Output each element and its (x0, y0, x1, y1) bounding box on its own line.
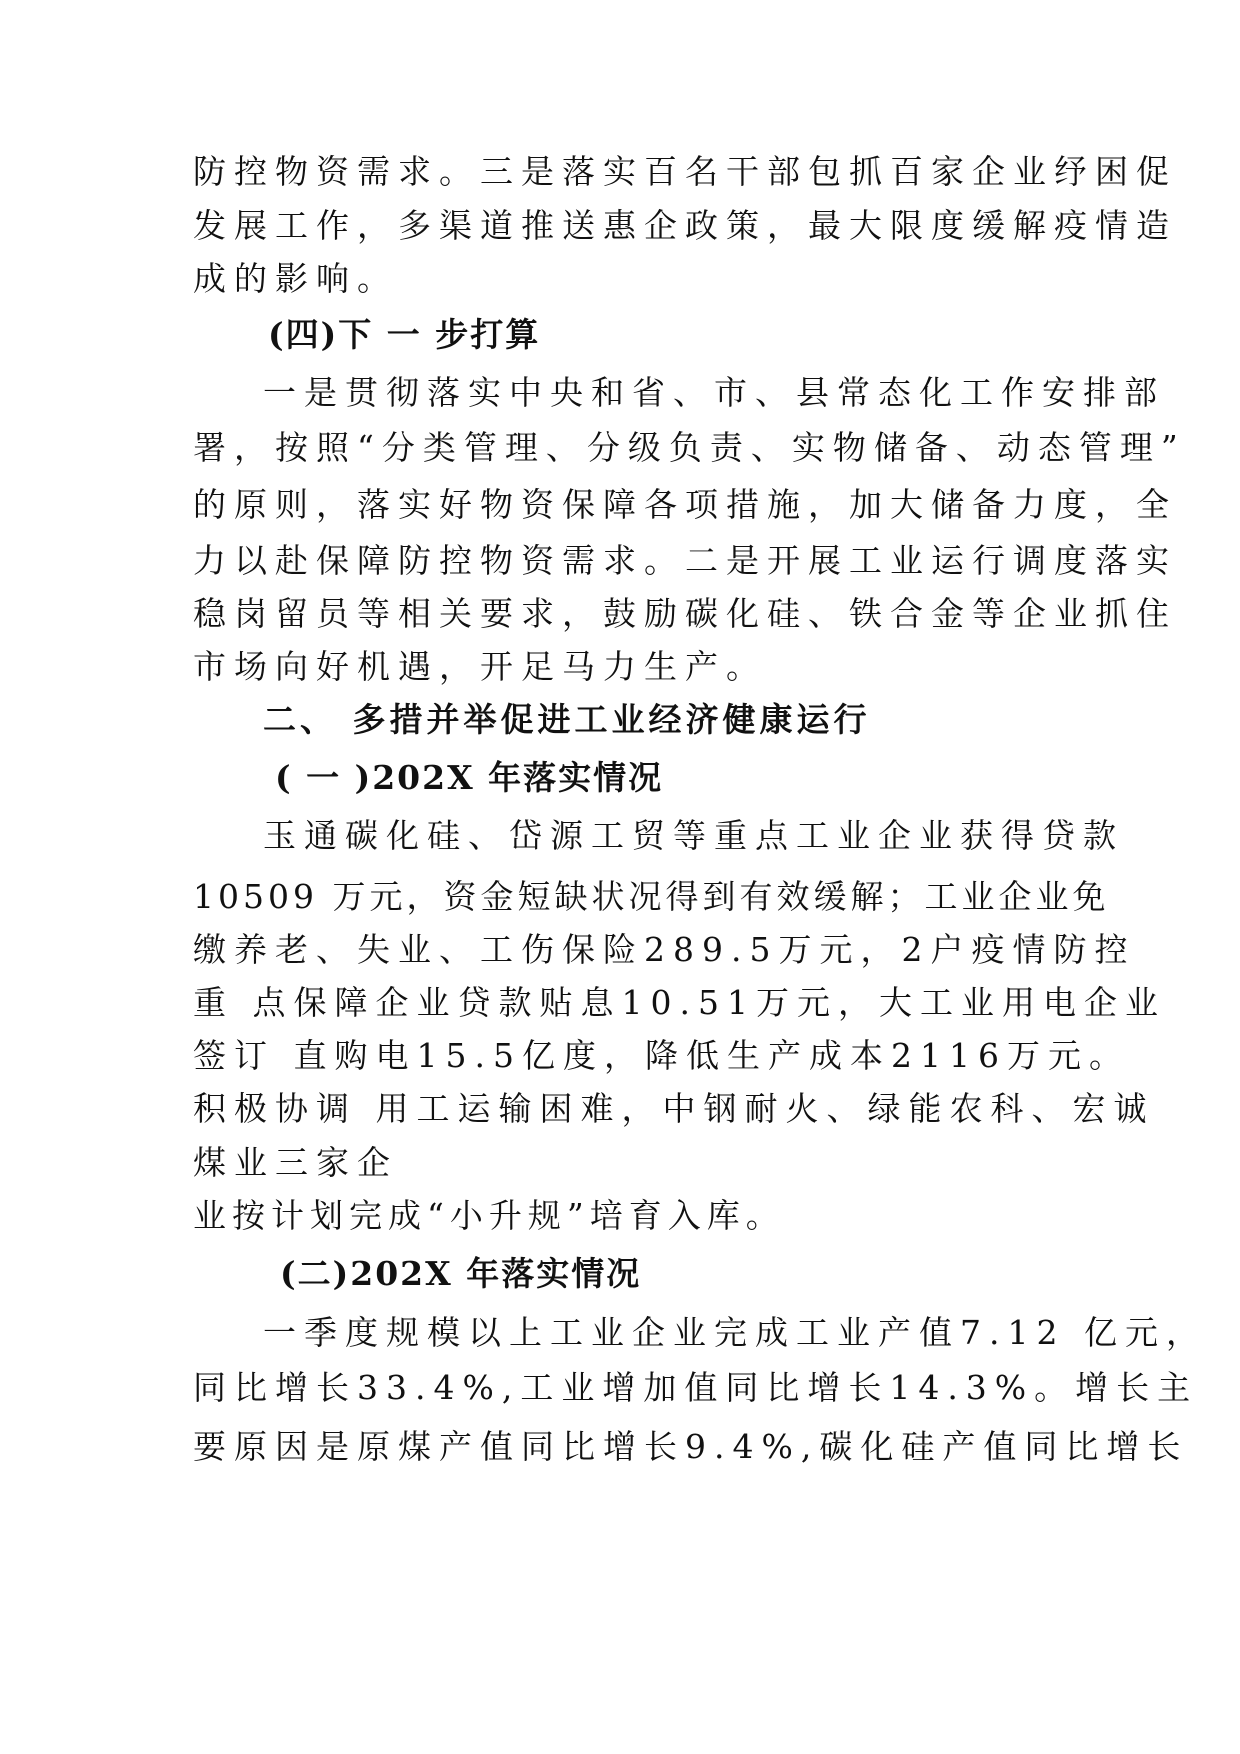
section-heading: (二)202X 年落实情况 (280, 1254, 642, 1293)
paragraph-line: 缴养老、失业、工伤保险289.5万元，2户疫情防控 (193, 930, 1136, 969)
paragraph-line: 重 点保障企业贷款贴息10.51万元，大工业用电企业 (193, 983, 1166, 1022)
paragraph-line: 玉通碳化硅、岱源工贸等重点工业企业获得贷款 (263, 816, 1124, 855)
paragraph-line: 成的影响。 (193, 259, 398, 298)
section-heading: ( 一 )202X 年落实情况 (275, 758, 664, 797)
paragraph-line: 一季度规模以上工业企业完成工业产值7.12 亿元， (263, 1313, 1207, 1352)
paragraph-line: 业按计划完成“小升规”培育入库。 (193, 1196, 785, 1235)
chapter-heading: 二、 多措并举促进工业经济健康运行 (263, 700, 871, 739)
section-heading: (四)下 一 步打算 (268, 315, 541, 354)
paragraph-line: 要原因是原煤产值同比增长9.4%,碳化硅产值同比增长 (193, 1427, 1189, 1466)
paragraph-line: 一是贯彻落实中央和省、市、县常态化工作安排部 (263, 373, 1165, 412)
paragraph-line: 同比增长33.4%,工业增加值同比增长14.3%。增长主 (193, 1368, 1199, 1407)
paragraph-line: 防控物资需求。三是落实百名干部包抓百家企业纾困促 (193, 152, 1177, 191)
paragraph-line: 市场向好机遇，开足马力生产。 (193, 647, 767, 686)
paragraph-line: 稳岗留员等相关要求，鼓励碳化硅、铁合金等企业抓住 (193, 594, 1177, 633)
paragraph-line: 煤业三家企 (193, 1143, 398, 1182)
paragraph-line: 10509 万元，资金短缺状况得到有效缓解；工业企业免 (193, 877, 1110, 916)
paragraph-line: 积极协调 用工运输困难，中钢耐火、绿能农科、宏诚 (193, 1089, 1155, 1128)
paragraph-line: 力以赴保障防控物资需求。二是开展工业运行调度落实 (193, 541, 1177, 580)
paragraph-line: 签订 直购电15.5亿度，降低生产成本2116万元。 (193, 1036, 1130, 1075)
paragraph-line: 署，按照“分类管理、分级负责、实物储备、动态管理” (193, 428, 1186, 467)
paragraph-line: 发展工作，多渠道推送惠企政策，最大限度缓解疫情造 (193, 206, 1177, 245)
paragraph-line: 的原则，落实好物资保障各项措施，加大储备力度，全 (193, 485, 1177, 524)
